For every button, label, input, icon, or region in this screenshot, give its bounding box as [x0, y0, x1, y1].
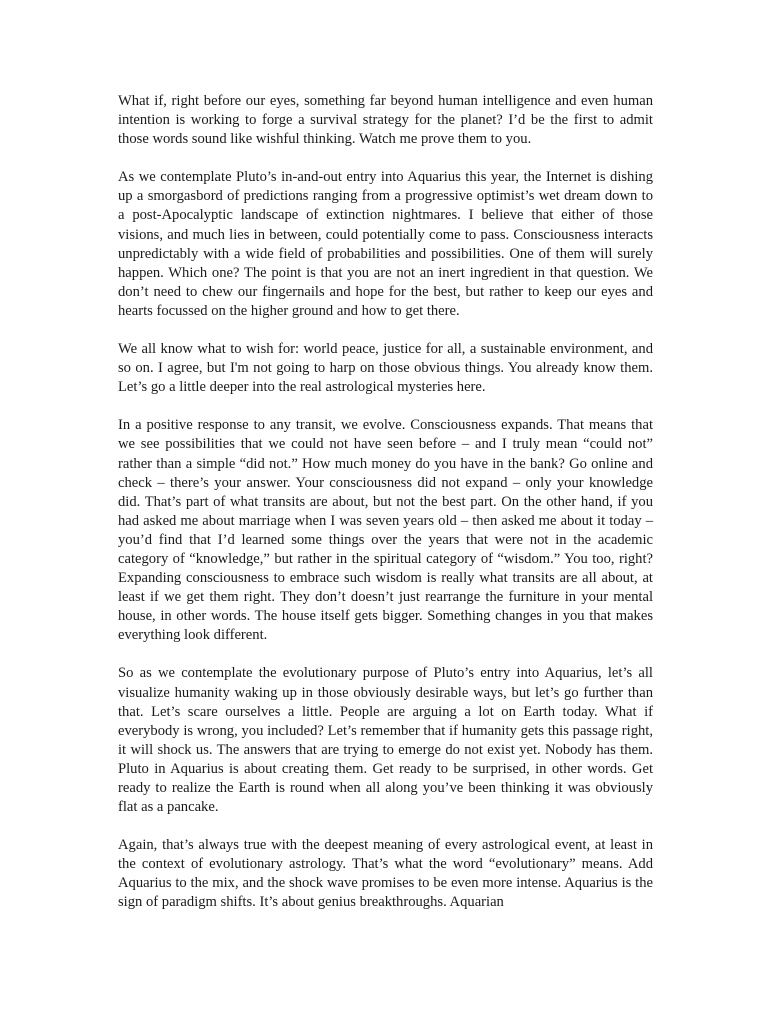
paragraph-2: As we contemplate Pluto’s in-and-out entry into Aquarius this year, the Internet is dishing up a smorgasbord of predictions ranging from a progressive optimist’s wet dream down to a post-Apocalyptic landscape of extinction nightmares. I believe that either of those visions, and much lies in between, could potentially come to pass. Consciousness interacts unpredictably with a wide field of probabilities and possibilities. One of them will surely happen. Which one? The point is that you are not an inert ingredient in that question. We don’t need to chew our fingernails and hope for the best, but rather to keep our eyes and hearts focussed on the higher ground and how to get there.: [118, 169, 653, 319]
paragraph-3: We all know what to wish for: world peace, justice for all, a sustainable environment, and so on. I agree, but I'm not going to harp on those obvious things. You already know them. Let’s go a little deeper into the real astrological mysteries here.: [118, 341, 653, 396]
paragraph-4: In a positive response to any transit, we evolve. Consciousness expands. That means that we see possibilities that we could not have seen before – and I truly mean “could not” rather than a simple “did not.” How much money do you have in the bank? Go online and check – there’s your answer. Your consciousness did not expand – only your knowledge did. That’s part of what transits are about, but not the best part. On the other hand, if you had asked me about marriage when I was seven years old – then asked me about it today – you’d find that I’d learned some things over the years that were not in the academic category of “knowledge,” but rather in the spiritual category of “wisdom.” You too, right? Expanding consciousness to embrace such wisdom is really what transits are all about, at least if we get them right. They don’t doesn’t just rearrange the furniture in your mental house, in other words. The house itself gets bigger. Something changes in you that makes everything look different.: [118, 417, 653, 644]
paragraph-1: What if, right before our eyes, something far beyond human intelligence and even human intention is working to forge a survival strategy for the planet? I’d be the first to admit those words sound like wishful thinking. Watch me prove them to you.: [118, 93, 653, 148]
paragraph-6: Again, that’s always true with the deepest meaning of every astrological event, at least in the context of evolutionary astrology. That’s what the word “evolutionary” means. Add Aquarius to the mix, and the shock wave promises to be even more intense. Aquarius is the sign of paradigm shifts. It’s about genius breakthroughs. Aquarian: [118, 837, 653, 911]
paragraph-5: So as we contemplate the evolutionary purpose of Pluto’s entry into Aquarius, let’s all visualize humanity waking up in those obviously desirable ways, but let’s go further than that. Let’s scare ourselves a little. People are arguing a lot on Earth today. What if everybody is wrong, you included? Let’s remember that if humanity gets this passage right, it will shock us. The answers that are trying to emerge do not exist yet. Nobody has them. Pluto in Aquarius is about creating them. Get ready to be surprised, in other words. Get ready to realize the Earth is round when all along you’ve been thinking it was obviously flat as a pancake.: [118, 665, 653, 816]
body-text: [118, 92, 653, 913]
